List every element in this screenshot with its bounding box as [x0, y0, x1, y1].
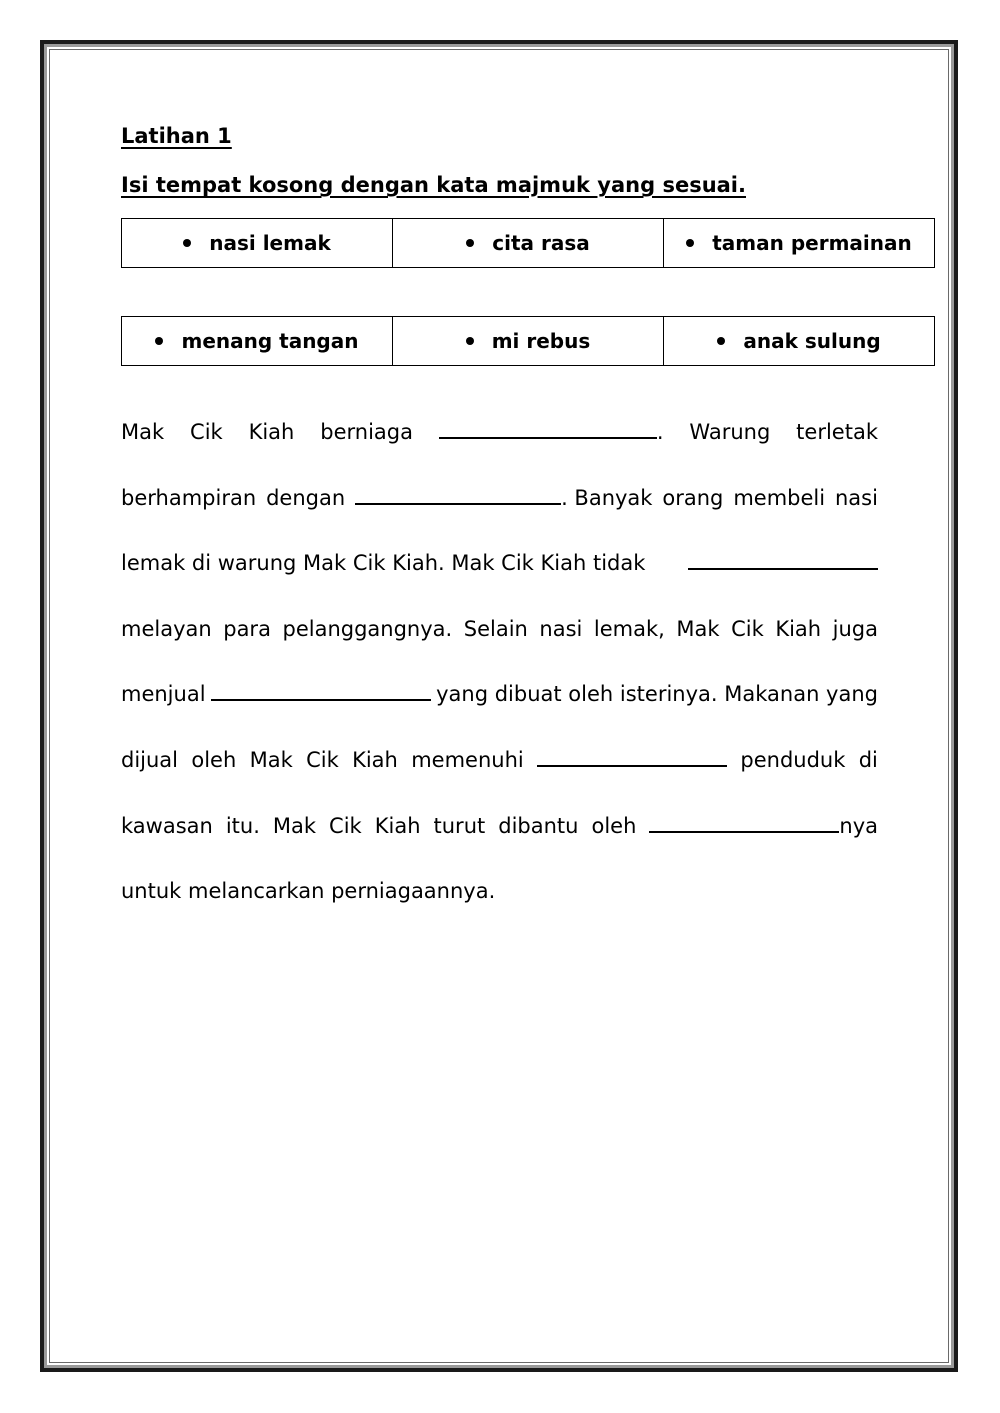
passage-word: nasi — [835, 485, 878, 510]
passage-word: Mak — [121, 420, 165, 444]
passage-line-2 — [121, 466, 878, 532]
passage-word: nasi — [539, 616, 583, 641]
passage-word: Cik — [329, 813, 362, 838]
passage-word: di — [858, 747, 878, 772]
passage-word: orang — [662, 485, 724, 510]
word-bank-cell — [393, 317, 664, 366]
cloze-passage — [121, 400, 878, 925]
passage-word: Kiah — [352, 747, 398, 772]
passage-word: Cik — [731, 616, 764, 641]
word-bank-cell — [122, 317, 393, 366]
fill-blank-3[interactable] — [688, 550, 878, 570]
passage-line-5 — [121, 662, 878, 728]
passage-line-3 — [121, 531, 878, 597]
word-bank-word: mi rebus — [491, 329, 591, 353]
passage-text: yang dibuat oleh isterinya. Makanan yang — [436, 682, 878, 707]
passage-word: membeli — [733, 485, 826, 510]
passage-word: menjual — [121, 682, 206, 707]
bullet-icon — [183, 239, 191, 247]
passage-word: berniaga — [320, 420, 413, 444]
word-bank-row-2 — [121, 316, 935, 366]
passage-word: Kiah — [248, 420, 295, 444]
fill-blank-2[interactable] — [355, 485, 561, 505]
word-bank-row-1 — [121, 218, 935, 268]
passage-word: Cik — [306, 747, 339, 772]
bullet-icon — [686, 239, 694, 247]
passage-word: lemak, — [593, 616, 665, 641]
bullet-icon — [155, 337, 163, 345]
passage-word: berhampiran — [121, 485, 257, 510]
bullet-icon — [466, 337, 474, 345]
passage-word: Kiah — [775, 616, 822, 641]
passage-word: . — [656, 420, 664, 444]
passage-word: juga — [832, 616, 878, 641]
word-bank-word: menang tangan — [181, 329, 359, 353]
passage-word: Mak — [249, 747, 293, 772]
passage-line-6 — [121, 728, 878, 794]
passage-word: dengan — [266, 485, 346, 510]
bullet-icon — [717, 337, 725, 345]
passage-word: turut — [433, 813, 486, 838]
passage-word: para — [223, 616, 271, 641]
passage-word: Selain — [463, 616, 528, 641]
passage-text: untuk melancarkan perniagaannya. — [121, 879, 496, 904]
word-bank-cell — [393, 219, 664, 268]
passage-word: pelanggangnya. — [282, 616, 453, 641]
passage-line-8 — [121, 859, 878, 925]
passage-word: itu. — [225, 813, 260, 838]
passage-word: dijual — [121, 747, 179, 772]
fill-blank-1[interactable] — [439, 419, 657, 439]
passage-word: Cik — [190, 420, 223, 444]
passage-word: Mak — [676, 616, 720, 641]
passage-word: melayan — [121, 616, 212, 641]
passage-word: kawasan — [121, 813, 213, 838]
word-bank-cell — [664, 219, 935, 268]
passage-word: dibantu — [498, 813, 579, 838]
passage-word: Kiah — [374, 813, 421, 838]
word-bank-word: nasi lemak — [209, 231, 331, 255]
word-bank-word: anak sulung — [743, 329, 881, 353]
passage-word: oleh — [191, 747, 237, 772]
worksheet-title: Latihan 1 — [121, 124, 232, 148]
passage-text: lemak di warung Mak Cik Kiah. Mak Cik Kiah tidak — [121, 551, 646, 576]
passage-word: Mak — [272, 813, 317, 838]
blank-segment — [355, 466, 652, 532]
fill-blank-4[interactable] — [211, 681, 431, 701]
fill-blank-5[interactable] — [537, 747, 727, 767]
passage-word: . Banyak — [561, 485, 653, 510]
passage-line-1 — [121, 400, 878, 466]
passage-word: nya — [839, 813, 878, 838]
word-bank-word: cita rasa — [492, 231, 590, 255]
word-bank-cell — [664, 317, 935, 366]
passage-word: terletak — [796, 420, 878, 444]
word-bank-cell — [122, 219, 393, 268]
passage-word: Warung — [689, 420, 771, 444]
blank-segment — [439, 400, 664, 466]
word-bank-word: taman permainan — [712, 231, 912, 255]
fill-blank-6[interactable] — [649, 813, 839, 833]
worksheet-instruction: Isi tempat kosong dengan kata majmuk yang sesuai. — [121, 173, 746, 197]
passage-word: memenuhi — [411, 747, 524, 772]
passage-line-4 — [121, 597, 878, 663]
blank-segment — [649, 794, 878, 860]
bullet-icon — [466, 239, 474, 247]
passage-word: penduduk — [740, 747, 846, 772]
passage-line-7 — [121, 794, 878, 860]
passage-word: oleh — [591, 813, 637, 838]
